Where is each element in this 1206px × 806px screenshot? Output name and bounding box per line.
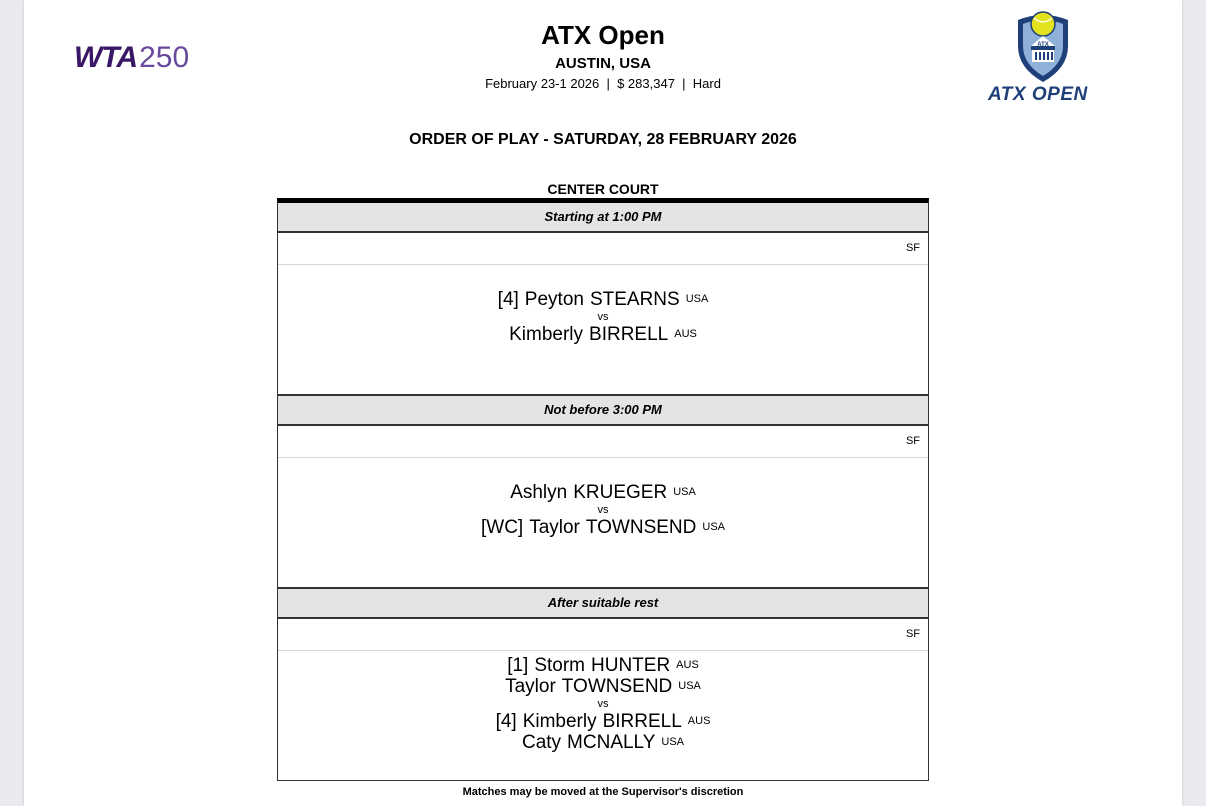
order-of-play-page xyxy=(24,0,1182,806)
round-row xyxy=(278,619,928,651)
player-nationality: AUS xyxy=(674,328,697,340)
player-seed: [4] xyxy=(497,289,519,310)
player-entry xyxy=(278,711,928,732)
player-first-name: Taylor xyxy=(529,517,580,538)
match-cell xyxy=(278,265,928,394)
player-entry xyxy=(278,517,928,538)
player-last-name: MCNALLY xyxy=(567,732,656,753)
atx-badge-text: ATX xyxy=(1037,42,1049,48)
player-seed: [WC] xyxy=(480,517,524,538)
court-schedule-table xyxy=(277,198,929,781)
player-last-name: HUNTER xyxy=(591,655,671,676)
player-last-name: BIRRELL xyxy=(589,324,669,345)
player-first-name: Storm xyxy=(534,655,585,676)
versus-label: vs xyxy=(597,698,609,710)
player-nationality: USA xyxy=(678,680,701,692)
player-nationality: AUS xyxy=(687,715,711,727)
round-row xyxy=(278,426,928,458)
atx-shield-icon xyxy=(1012,6,1074,84)
player-entry xyxy=(278,732,928,753)
wta-logo-number: 250 xyxy=(139,41,190,74)
round-row xyxy=(278,233,928,265)
player-first-name: Taylor xyxy=(505,676,556,697)
tournament-location: AUSTIN, USA xyxy=(555,55,651,72)
round-label: SF xyxy=(905,242,920,254)
player-entry xyxy=(278,289,928,310)
footer-note: Matches may be moved at the Supervisor's discretion xyxy=(462,786,744,798)
player-last-name: BIRRELL xyxy=(602,711,682,732)
tournament-title: ATX Open xyxy=(541,20,665,50)
player-entry xyxy=(278,655,928,676)
player-entry xyxy=(278,482,928,503)
tournament-meta: February 23-1 2026 | $ 283,347 | Hard xyxy=(485,76,721,91)
player-seed: [1] xyxy=(507,655,529,676)
match-time-row: After suitable rest xyxy=(278,587,928,619)
court-name: CENTER COURT xyxy=(547,181,659,197)
match-time-row: Starting at 1:00 PM xyxy=(278,203,928,233)
order-of-play-title: ORDER OF PLAY - SATURDAY, 28 FEBRUARY 2026 xyxy=(409,131,797,148)
player-last-name: STEARNS xyxy=(589,289,680,310)
atx-open-logo xyxy=(984,6,1104,106)
player-last-name: KRUEGER xyxy=(573,482,668,503)
versus-label: vs xyxy=(597,504,609,516)
match-cell xyxy=(278,458,928,587)
match-time-row: Not before 3:00 PM xyxy=(278,394,928,426)
player-first-name: Ashlyn xyxy=(510,482,568,503)
atx-logo-text: ATX OPEN xyxy=(988,84,1088,105)
player-seed: [4] xyxy=(495,711,517,732)
player-first-name: Kimberly xyxy=(522,711,597,732)
round-label: SF xyxy=(905,435,920,447)
player-nationality: USA xyxy=(685,293,709,305)
player-first-name: Kimberly xyxy=(509,324,584,345)
match-cell xyxy=(278,651,928,780)
player-nationality: AUS xyxy=(676,659,699,671)
player-last-name: TOWNSEND xyxy=(585,517,697,538)
player-first-name: Peyton xyxy=(524,289,584,310)
player-first-name: Caty xyxy=(521,732,562,753)
player-nationality: USA xyxy=(661,736,685,748)
round-label: SF xyxy=(905,628,920,640)
player-entry xyxy=(278,324,928,345)
player-last-name: TOWNSEND xyxy=(561,676,673,697)
versus-label: vs xyxy=(597,311,609,323)
player-entry xyxy=(278,676,928,697)
player-nationality: USA xyxy=(673,486,696,498)
wta-logo-text: WTA xyxy=(74,41,138,74)
player-nationality: USA xyxy=(702,521,725,533)
